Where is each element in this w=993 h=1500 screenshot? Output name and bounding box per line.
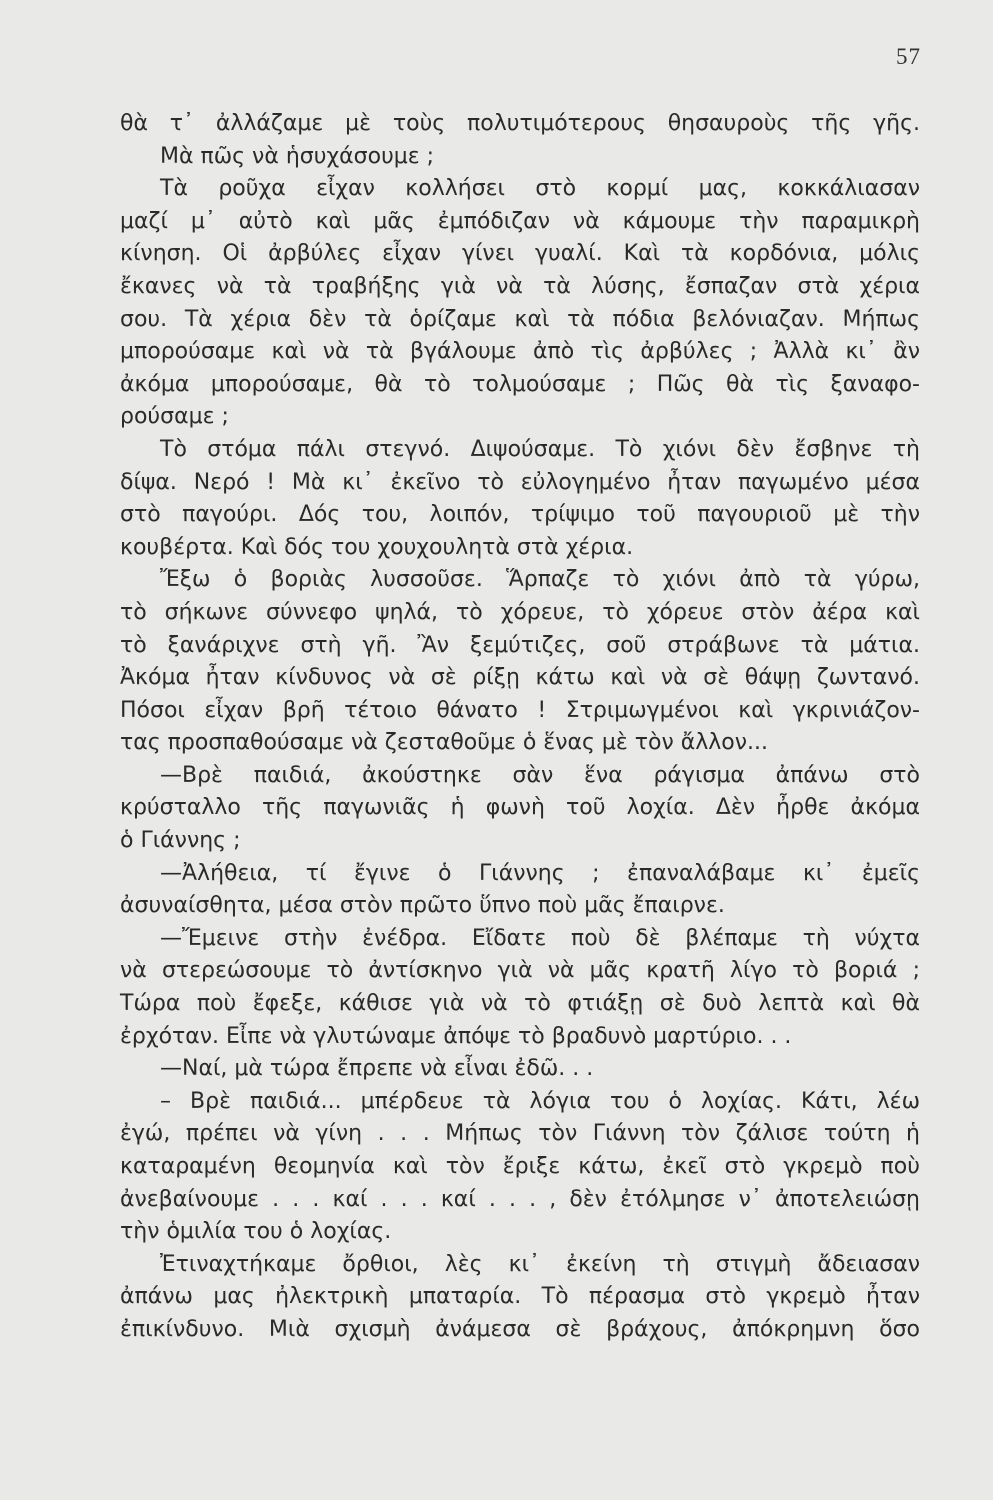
text-line: κίνηση. Οἱ ἀρβύλες εἶχαν γίνει γυαλί. Καὶ τὰ κορδόνια, μόλις bbox=[120, 241, 920, 267]
text-line: Τώρα ποὺ ἔφεξε, κάθισε γιὰ νὰ τὸ φτιάξῃ σὲ δυὸ λεπτὰ καὶ θὰ bbox=[120, 991, 920, 1017]
text-line: ἔκανες νὰ τὰ τραβήξης γιὰ νὰ τὰ λύσης, ἔσπαζαν στὰ χέρια bbox=[120, 273, 920, 299]
text-line: νὰ στερεώσουμε τὸ ἀντίσκηνο γιὰ νὰ μᾶς κρατῆ λίγο τὸ βοριά ; bbox=[120, 958, 920, 984]
text-line: τὴν ὁμιλία του ὁ λοχίας. bbox=[120, 1219, 392, 1245]
text-line: καταραμένη θεομηνία καὶ τὸν ἔριξε κάτω, ἐκεῖ στὸ γκρεμὸ ποὺ bbox=[120, 1154, 920, 1179]
text-line: κουβέρτα. Καὶ δός του χουχουλητὰ στὰ χέρια. bbox=[120, 534, 634, 560]
text-line: θὰ τ᾽ ἀλλάζαμε μὲ τοὺς πολυτιμότερους θησαυροὺς τῆς γῆς. bbox=[120, 111, 920, 136]
text-line: ρούσαμε ; bbox=[120, 404, 229, 430]
text-line: μπορούσαμε καὶ νὰ τὰ βγάλουμε ἀπὸ τὶς ἀρβύλες ; Ἀλλὰ κι᾽ ἂν bbox=[120, 339, 920, 365]
text-line: ἀσυναίσθητα, μέσα στὸν πρῶτο ὕπνο ποὺ μᾶς ἔπαιρνε. bbox=[120, 893, 725, 919]
text-line: Πόσοι εἶχαν βρῆ τέτοιο θάνατο ! Στριμωγμένοι καὶ γκρινιάζον- bbox=[120, 697, 920, 723]
text-line: σου. Τὰ χέρια δὲν τὰ ὁρίζαμε καὶ τὰ πόδια βελόνιαζαν. Μήπως bbox=[120, 306, 920, 332]
text-line: τὸ σήκωνε σύννεφο ψηλά, τὸ χόρευε, τὸ χόρευε στὸν ἀέρα καὶ bbox=[120, 599, 920, 625]
text-line: τὸ ξανάριχνε στὴ γῆ. Ἂν ξεμύτιζες, σοῦ στράβωνε τὰ μάτια. bbox=[120, 632, 920, 658]
body-text bbox=[120, 108, 920, 1347]
text-line: μαζί μ᾽ αὐτὸ καὶ μᾶς ἐμπόδιζαν νὰ κάμουμε τὴν παραμικρὴ bbox=[120, 208, 920, 234]
text-line: —Ναί, μὰ τώρα ἔπρεπε νὰ εἶναι ἐδῶ. . . bbox=[160, 1056, 594, 1082]
text-line: ἀνεβαίνουμε . . . καί . . . καί . . . , δὲν ἐτόλμησε ν᾽ ἀποτελειώσῃ bbox=[120, 1186, 920, 1212]
text-line: ἐπικίνδυνο. Μιὰ σχισμὴ ἀνάμεσα σὲ βράχους, ἀπόκρημνη ὅσο bbox=[120, 1316, 920, 1342]
page-number: 57 bbox=[896, 44, 921, 69]
text-line: —Βρὲ παιδιά, ἀκούστηκε σὰν ἕνα ράγισμα ἀπάνω στὸ bbox=[160, 762, 920, 788]
text-line: ὁ Γιάννης ; bbox=[120, 828, 241, 854]
text-line: στὸ παγούρι. Δός του, λοιπόν, τρίψιμο τοῦ παγουριοῦ μὲ τὴν bbox=[120, 502, 920, 528]
text-line: ἐγώ, πρέπει νὰ γίνη . . . Μήπως τὸν Γιάννη τὸν ζάλισε τούτη ἡ bbox=[120, 1121, 920, 1147]
text-line: – Βρὲ παιδιά... μπέρδευε τὰ λόγια του ὁ λοχίας. Κάτι, λέω bbox=[160, 1088, 920, 1114]
text-line: Ἐτιναχτήκαμε ὄρθιοι, λὲς κι᾽ ἐκείνη τὴ στιγμὴ ἄδειασαν bbox=[160, 1251, 920, 1277]
text-line: κρύσταλλο τῆς παγωνιᾶς ἡ φωνὴ τοῦ λοχία. Δὲν ἦρθε ἀκόμα bbox=[120, 795, 920, 821]
text-line: —Ἀλήθεια, τί ἔγινε ὁ Γιάννης ; ἐπαναλάβαμε κι᾽ ἐμεῖς bbox=[160, 860, 920, 886]
text-line: ἐρχόταν. Εἶπε νὰ γλυτώναμε ἀπόψε τὸ βραδυνὸ μαρτύριο. . . bbox=[120, 1023, 792, 1049]
text-line: Τὸ στόμα πάλι στεγνό. Διψούσαμε. Τὸ χιόνι δὲν ἔσβηνε τὴ bbox=[160, 436, 920, 462]
text-line: —Ἔμεινε στὴν ἐνέδρα. Εἴδατε ποὺ δὲ βλέπαμε τὴ νύχτα bbox=[160, 925, 920, 951]
text-line: Τὰ ροῦχα εἶχαν κολλήσει στὸ κορμί μας, κοκκάλιασαν bbox=[160, 176, 920, 202]
text-line: Ἔξω ὁ βοριὰς λυσσοῦσε. Ἅρπαζε τὸ χιόνι ἀπὸ τὰ γύρω, bbox=[160, 567, 920, 593]
text-line: ἀπάνω μας ἠλεκτρικὴ μπαταρία. Τὸ πέρασμα στὸ γκρεμὸ ἦταν bbox=[120, 1284, 920, 1310]
text-line: δίψα. Νερό ! Μὰ κι᾽ ἐκεῖνο τὸ εὐλογημένο ἦταν παγωμένο μέσα bbox=[120, 469, 920, 495]
text-line: Ἀκόμα ἦταν κίνδυνος νὰ σὲ ρίξῃ κάτω καὶ νὰ σὲ θάψῃ ζωντανό. bbox=[120, 665, 920, 691]
text-line: ἀκόμα μπορούσαμε, θὰ τὸ τολμούσαμε ; Πῶς θὰ τὶς ξαναφο- bbox=[120, 371, 920, 397]
text-line: τας προσπαθούσαμε νὰ ζεσταθοῦμε ὁ ἕνας μὲ τὸν ἄλλον... bbox=[120, 730, 769, 756]
text-line: Μὰ πῶς νὰ ἡσυχάσουμε ; bbox=[160, 143, 435, 169]
